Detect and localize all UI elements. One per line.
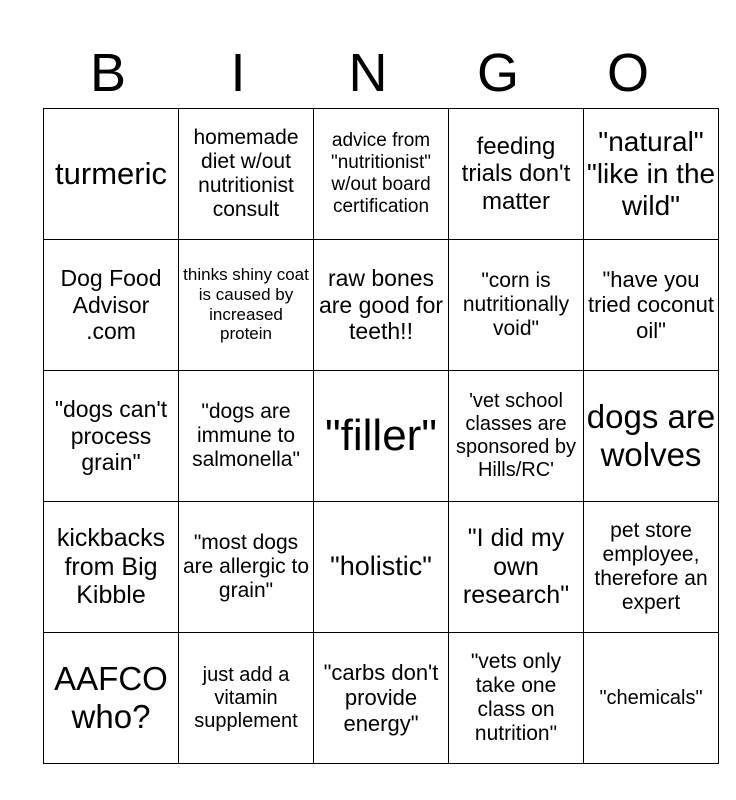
bingo-board [43,108,719,764]
bingo-square[interactable] [449,109,584,240]
square-text: just add a vitamin supplement [194,663,298,732]
bingo-square[interactable] [44,371,179,502]
header-letter-i: I [230,43,246,103]
square-text: "I did my own research" [462,523,570,610]
bingo-square[interactable] [584,240,719,371]
bingo-square[interactable] [449,502,584,633]
bingo-square[interactable] [179,371,314,502]
bingo-square[interactable] [314,371,449,502]
square-text: dogs are wolves [586,398,716,473]
square-text: 'vet school classes are sponsored by Hills/RC' [455,390,577,481]
square-text: thinks shiny coat is caused by increased protein [183,265,309,344]
square-text: "have you tried coconut oil" [588,267,714,343]
header-letter-g: G [476,43,519,103]
square-text: "most dogs are allergic to grain" [182,530,310,603]
board-row [44,240,719,371]
square-text: AAFCO who? [54,660,168,735]
bingo-square[interactable] [449,371,584,502]
bingo-square[interactable] [179,502,314,633]
bingo-square[interactable] [584,109,719,240]
bingo-square[interactable] [179,633,314,764]
bingo-square[interactable] [179,109,314,240]
bingo-square[interactable] [314,109,449,240]
bingo-square[interactable] [449,240,584,371]
board-row [44,371,719,502]
board-row [44,502,719,633]
square-text: feeding trials don't matter [461,132,571,215]
square-text: Dog Food Advisor .com [60,265,162,345]
square-text: homemade diet w/out nutritionist consult [193,125,299,222]
header-letter-n: N [348,43,388,103]
square-text: raw bones are good for teeth!! [318,265,444,345]
square-text: "corn is nutritionally void" [462,268,570,341]
square-text: turmeric [55,156,167,192]
square-text: kickbacks from Big Kibble [56,523,166,610]
bingo-square[interactable] [44,240,179,371]
square-text: "chemicals" [599,686,703,709]
board-row [44,109,719,240]
square-text: "vets only take one class on nutrition" [470,649,562,746]
square-text: "dogs are immune to salmonella" [192,399,300,472]
header-letter-b: B [89,43,127,103]
bingo-square[interactable] [314,633,449,764]
bingo-square[interactable] [44,502,179,633]
board-row [44,633,719,764]
header-letter-o: O [606,43,649,103]
bingo-square[interactable] [179,240,314,371]
square-text: pet store employee, therefore an expert [594,518,708,615]
square-text: advice from "nutritionist" w/out board certification [330,130,432,217]
bingo-square[interactable] [44,633,179,764]
bingo-square[interactable] [584,371,719,502]
bingo-square[interactable] [314,502,449,633]
bingo-square[interactable] [584,502,719,633]
bingo-square[interactable] [449,633,584,764]
bingo-square[interactable] [314,240,449,371]
bingo-square[interactable] [44,109,179,240]
square-text: "carbs don't provide energy" [323,660,439,736]
bingo-header [43,40,693,106]
square-text: "natural" "like in the wild" [586,125,716,222]
square-text: "dogs can't process grain" [54,396,168,476]
square-text: "holistic" [330,551,432,582]
square-text: "filler" [325,410,437,460]
bingo-square[interactable] [584,633,719,764]
